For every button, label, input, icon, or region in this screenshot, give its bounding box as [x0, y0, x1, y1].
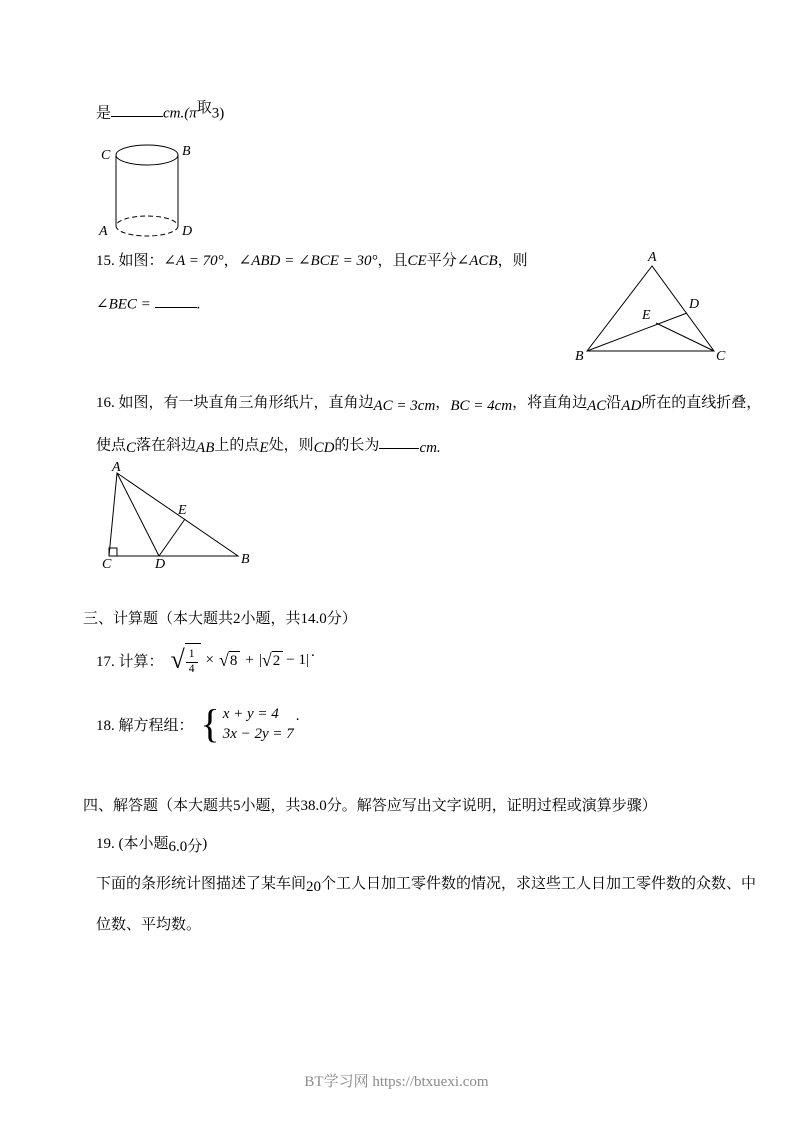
- q16-text6: 落在斜边: [136, 437, 197, 454]
- sqrt-sign: √: [261, 650, 272, 670]
- q16-text9: 的长为: [334, 437, 380, 454]
- triangle16-shape: [109, 473, 238, 556]
- q16-text7: 上的点: [214, 437, 260, 454]
- q15-text: 15. 如图：: [96, 253, 164, 269]
- cylinder-bottom-ellipse: [116, 216, 178, 236]
- triangle-acb: [109, 473, 238, 556]
- times-sign: ×: [205, 651, 215, 668]
- question-18: [96, 700, 300, 748]
- q16-text5: 使点: [96, 437, 127, 454]
- q16-c: C: [126, 440, 137, 457]
- q14-close: 3): [211, 105, 225, 122]
- figure-cylinder: [98, 138, 198, 244]
- q18-label: 18. 解方程组：: [96, 717, 194, 734]
- vertex-label-A: A: [648, 250, 657, 265]
- vertex-label-E: E: [178, 503, 187, 518]
- radicand-8: 8: [229, 651, 241, 670]
- fraction-denominator: 4: [188, 663, 195, 675]
- question-17: [96, 638, 315, 682]
- question-14-tail: [96, 101, 224, 122]
- minus-one: − 1: [286, 651, 306, 668]
- q16-cd: CD: [313, 440, 335, 457]
- question-15-line1: [96, 249, 528, 270]
- q19-text2: 个工人日加工零件数的情况，求这些工人日加工零件数的众数、中: [321, 876, 757, 892]
- section-3-heading: 三、计算题（本大题共2小题，共14.0分）: [83, 611, 357, 627]
- cylinder-shape: [116, 145, 178, 236]
- q15-comma: ，: [223, 253, 239, 269]
- q15-angles: ∠ABD = ∠BCE = 30°: [238, 253, 378, 269]
- q18-period: .: [295, 707, 300, 724]
- question-19-body-line1: [96, 872, 756, 893]
- fraction-numerator: 1: [186, 648, 198, 663]
- q17-label: 17. 计算：: [96, 653, 164, 670]
- figure-triangle-16: [100, 460, 255, 572]
- q15-text2: ，且: [377, 253, 408, 269]
- q16-ac: AC: [587, 398, 607, 414]
- q16-text: 16. 如图，有一块直角三角形纸片，直角边: [96, 395, 374, 411]
- equation-1: x + y = 4: [222, 705, 279, 722]
- q16-text8: 处，则: [268, 437, 314, 454]
- site-footer: BT学习网 https://btxuexi.com: [304, 1074, 489, 1090]
- q15-period: .: [196, 296, 201, 313]
- segment-ce: [656, 323, 714, 351]
- q16-text4: 所在的直线折叠，: [641, 395, 762, 411]
- equation-2: 3x − 2y = 7: [222, 725, 294, 742]
- right-angle-mark: [109, 548, 117, 556]
- vertex-label-A: A: [99, 224, 108, 239]
- q19-close-paren: ): [202, 836, 208, 852]
- q14-unit: cm.(π: [163, 105, 197, 122]
- q16-ac3: AC = 3cm: [373, 398, 436, 414]
- question-16-line1: [96, 391, 761, 412]
- q15-text3: 平分: [426, 253, 457, 269]
- q15-bec: ∠BEC =: [96, 296, 151, 313]
- vertex-label-C: C: [716, 349, 726, 364]
- triangle16-labels: [102, 460, 250, 572]
- radicand-2: 2: [272, 651, 284, 670]
- q17-formula: [171, 643, 315, 677]
- q16-text3: 沿: [606, 395, 622, 411]
- answer-blank: [111, 101, 163, 117]
- vertex-label-C: C: [101, 148, 111, 163]
- vertex-label-B: B: [241, 552, 250, 567]
- vertex-label-C: C: [102, 557, 112, 572]
- q14-prefix: 是: [96, 105, 112, 122]
- vertex-label-D: D: [182, 224, 193, 239]
- q16-e: E: [259, 440, 269, 457]
- q16-bc4: BC = 4cm: [450, 398, 513, 414]
- figure-triangle-15: [572, 247, 727, 365]
- vertex-label-D: D: [689, 297, 700, 312]
- q15-acb: ∠ACB: [456, 253, 498, 269]
- segment-ad: [117, 473, 159, 556]
- q19-points: 6.0分: [168, 839, 203, 855]
- q14-sup: 取: [196, 100, 212, 117]
- vertex-label-B: B: [575, 349, 584, 364]
- abs-bar-left: |: [258, 651, 262, 668]
- abs-bar-right: |: [306, 651, 310, 668]
- q15-ce: CE: [407, 253, 427, 269]
- question-16-line2: [96, 433, 441, 457]
- vertex-label-A: A: [112, 460, 121, 475]
- equation-system: [223, 706, 294, 743]
- sqrt-sign: √: [170, 645, 185, 674]
- q19-number: 19. (本小题: [96, 836, 169, 852]
- q16-ad: AD: [621, 398, 642, 414]
- section-4-heading: 四、解答题（本大题共5小题，共38.0分。解答应写出文字说明，证明过程或演算步骤）: [83, 798, 657, 814]
- question-19-body-line2: 位数、平均数。: [96, 917, 202, 933]
- system-brace: {: [200, 701, 220, 746]
- cylinder-top-ellipse: [116, 145, 178, 165]
- q16-comma: ，: [435, 395, 451, 411]
- q19-text1: 下面的条形统计图描述了某车间: [96, 876, 307, 892]
- q16-text2: ，将直角边: [512, 395, 588, 411]
- question-19-header: [96, 832, 207, 853]
- radicand-fraction: [185, 643, 201, 677]
- q16-ab: AB: [196, 440, 215, 457]
- q15-angle-a: ∠A = 70°: [163, 253, 224, 269]
- answer-blank: [155, 292, 197, 308]
- q15-text4: ，则: [497, 253, 528, 269]
- sqrt-sign: √: [219, 650, 229, 670]
- segment-de: [159, 519, 185, 556]
- vertex-label-E: E: [642, 308, 651, 323]
- q17-period: .: [311, 643, 315, 660]
- q16-cm: cm.: [419, 440, 441, 457]
- question-15-line2: [96, 292, 200, 313]
- vertex-label-B: B: [182, 144, 191, 159]
- q19-count-20: 20: [306, 879, 322, 895]
- answer-blank: [379, 433, 419, 449]
- vertex-label-D: D: [155, 557, 166, 572]
- plus-sign: +: [245, 651, 254, 668]
